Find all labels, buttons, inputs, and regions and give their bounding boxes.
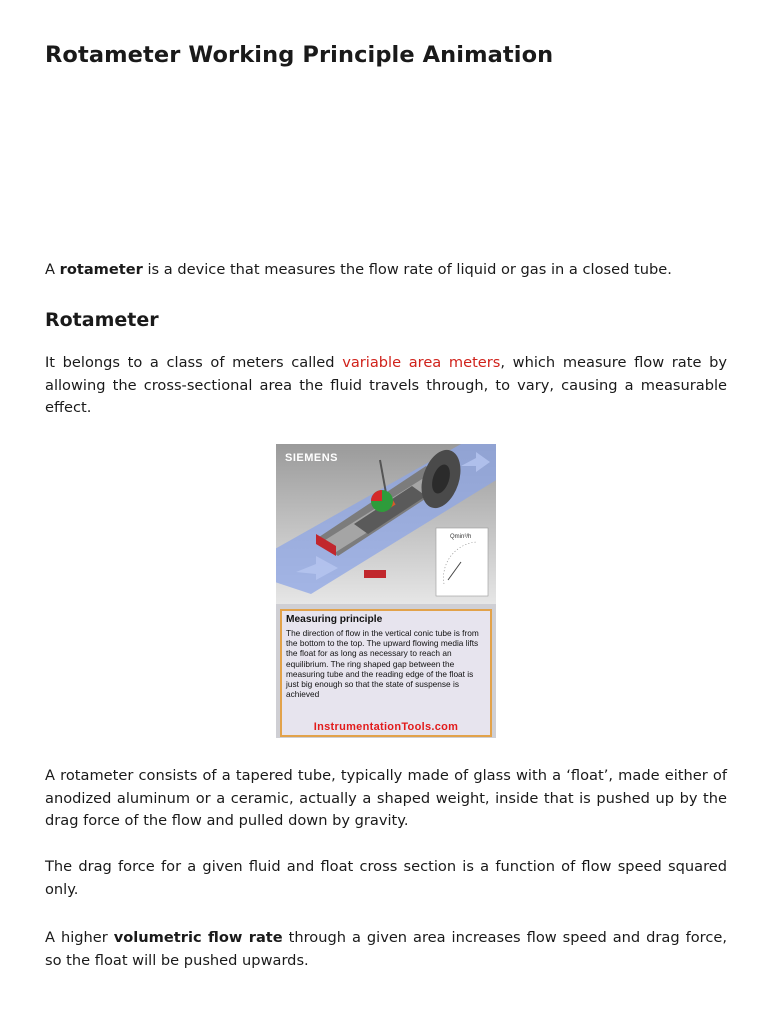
paragraph-construction: A rotameter consists of a tapered tube, typically made of glass with a ‘float’, made either of anodized aluminum or a ceramic, actually a shaped weight, inside that is pushed up by the drag force of the flow and pulled down by gravity. [45, 767, 727, 829]
measuring-principle-title: Measuring principle [286, 614, 383, 625]
siemens-logo: SIEMENS [285, 452, 339, 464]
measuring-principle-text: The direction of flow in the vertical conic tube is from the bottom to the top. The upward flowing media lifts the float for as long as necessary to reach an equilibrium. The ring shaped gap between the measuring tube and the reading edge of the float is just big enough so that the state of suspense is achieved [286, 628, 479, 700]
watermark: InstrumentationTools.com [313, 721, 459, 733]
paragraph-variable-area [45, 352, 727, 420]
para4-suffix: through a given area increases flow speed and drag force, so the float will be pushed upwards. [45, 929, 727, 969]
intro-prefix: A [45, 261, 60, 278]
section-heading: Rotameter [45, 309, 159, 331]
intro-bold-term: rotameter [59, 261, 143, 278]
page-title: Rotameter Working Principle Animation [45, 42, 554, 68]
paragraph-flow-rate [45, 927, 727, 972]
para1-prefix: It belongs to a class of meters called [45, 354, 343, 371]
intro-suffix: is a device that measures the flow rate of liquid or gas in a closed tube. [142, 261, 672, 278]
measuring-principle-box [280, 609, 492, 737]
measuring-principle-panel [276, 604, 496, 738]
paragraph-drag-force: The drag force for a given fluid and float cross section is a function of flow speed squared only. [45, 858, 727, 898]
rotameter-illustration [276, 444, 496, 604]
rotameter-figure [276, 444, 496, 738]
para1-suffix: , which measure flow rate by allowing the cross-sectional area the fluid travels through, to vary, causing a measurable effect. [45, 354, 727, 416]
para4-bold-term: volumetric flow rate [113, 929, 283, 946]
red-clamp [364, 570, 386, 578]
rotameter-drawing [276, 444, 496, 604]
variable-area-meters-link[interactable]: variable area meters [342, 354, 501, 371]
para4-prefix: A higher [45, 929, 114, 946]
scale-label: Qmin³/h [450, 534, 472, 540]
intro-paragraph [45, 259, 727, 282]
